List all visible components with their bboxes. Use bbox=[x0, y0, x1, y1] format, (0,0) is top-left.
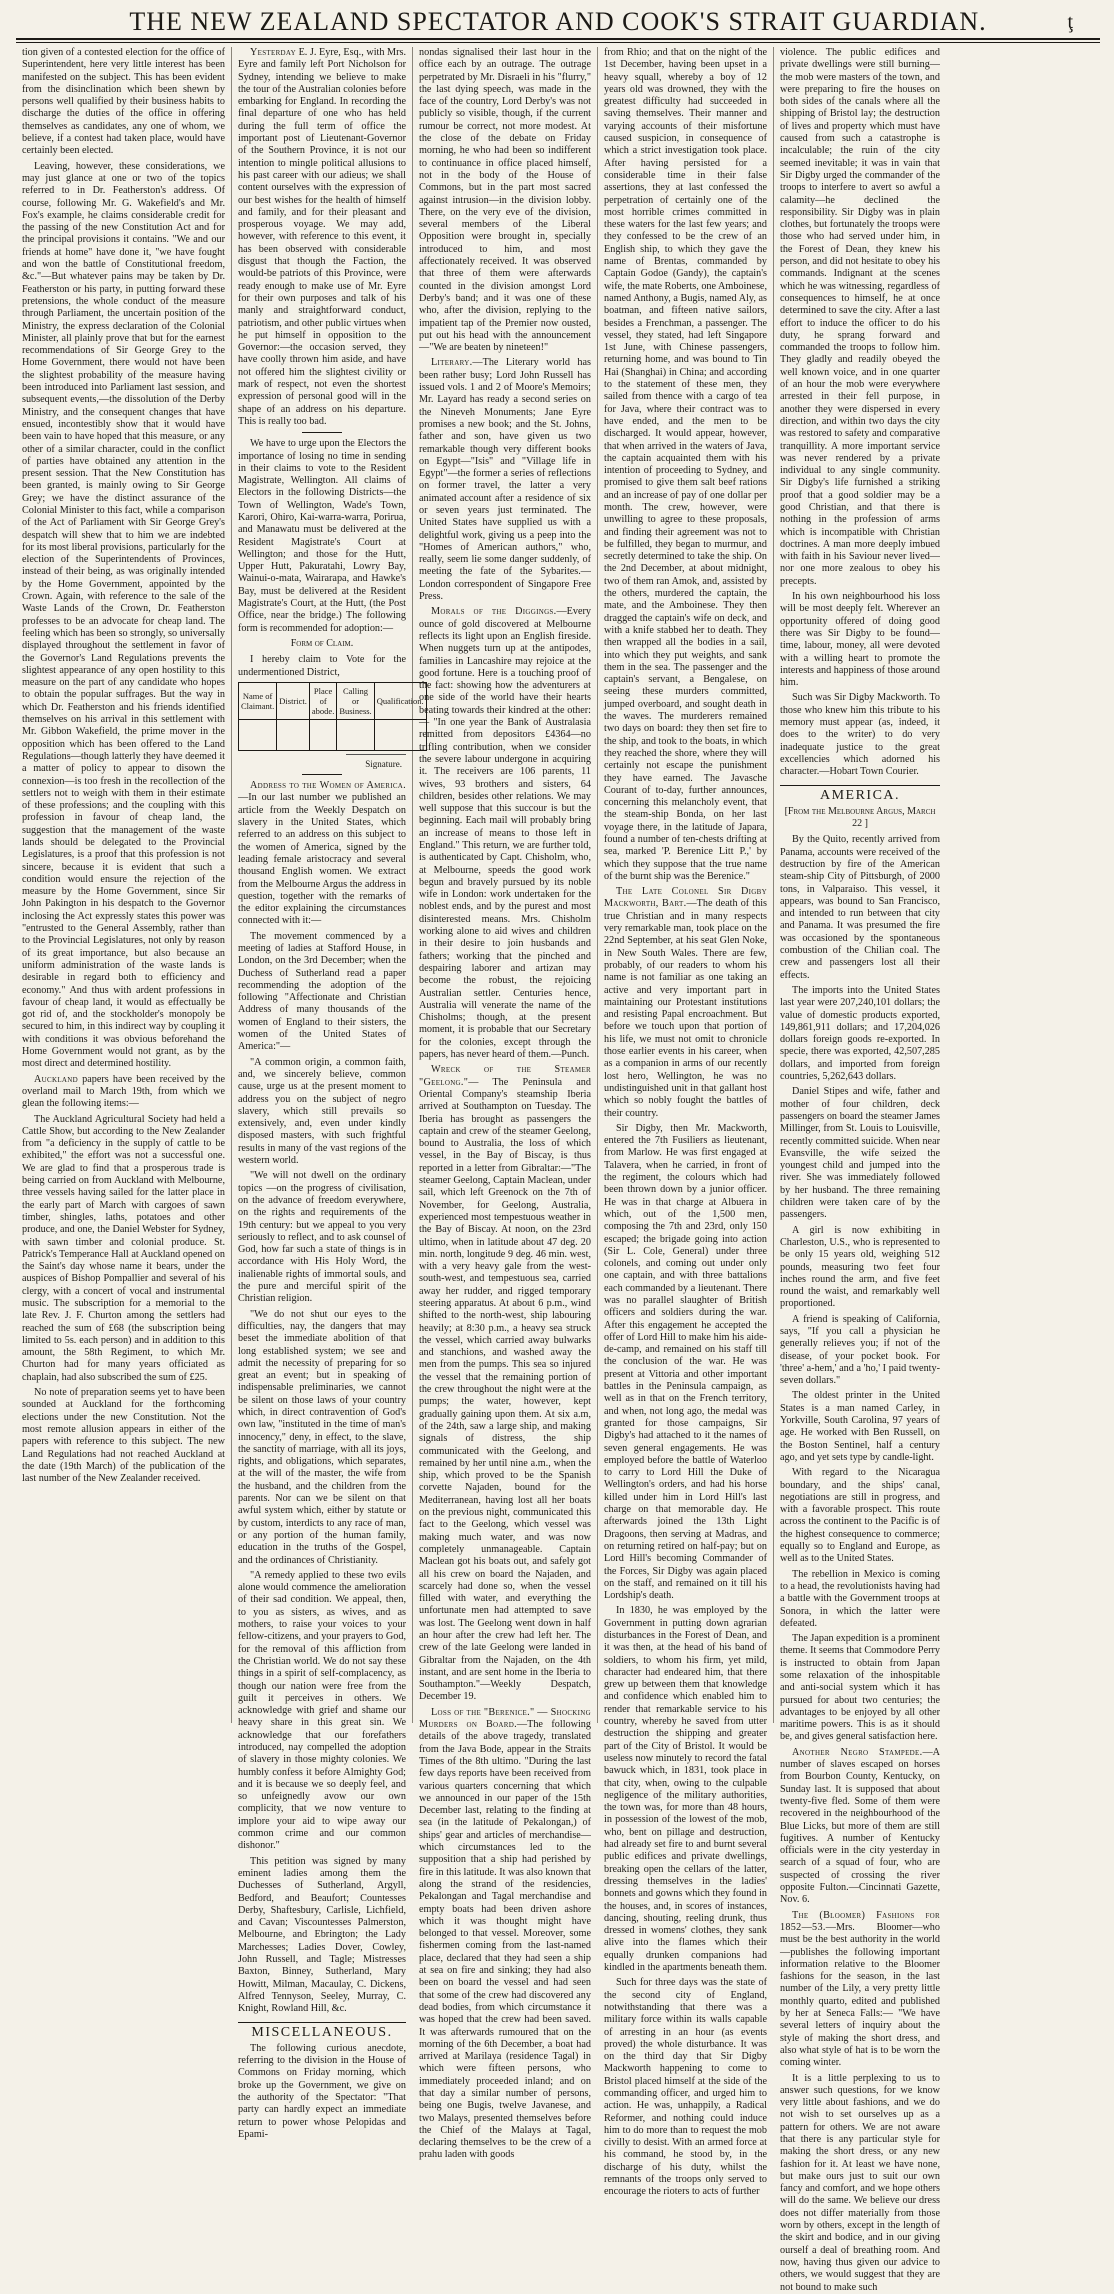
form-header: Calling or Business. bbox=[337, 682, 374, 719]
form-title: Form of Claim. bbox=[290, 637, 354, 649]
paragraph: nondas signalised their last hour in the office each by an outrage. The outrage perpetrated by Mr. Disraeli in his "flurry," the last dying speech, was made in the face of the country, Lord Derby's was not publicly so visible, though, if the current rumour be correct, not more modest. At the close of the debate on Friday morning, he who had been so indifferent to continuance in office placed himself, not in the body of the House of Commons, but in the part most sacred against intrusion—in the division lobby. There, on the very eve of the division, several members of the Liberal Opposition were brought in, specially introduced to him, and most affectionately received. It was observed that three of them were afterwards counted in the division amongst Lord Derby's band; and it was one of these who, after the division, replying to the impatient tap of the Premier now ousted, put out his head with the announcement—"We are beaten by nineteen!" bbox=[419, 47, 591, 354]
paragraph: The oldest printer in the United States is a man named Carley, in Yorkville, South Carolina, 97 years of age. He worked with Ben Russell, on the Boston Sentinel, half a century ago, and yet sets type by candle-light. bbox=[780, 1390, 940, 1463]
paragraph: Morals of the Diggings.—Every ounce of gold discovered at Melbourne reflects its light upon an English fireside. When nuggets turn up at the antipodes, families in Lancashire may rejoice at the good fortune. Here is a touching proof of the fact: showing how the adventurers at one side of the world have their hearts beating towards their kindred at the other:— "In one year the Bank of Australasia remitted from depositors £4364—no trifling contribution, when we consider the severe labour undergone in acquiring it. The receivers are 106 parents, 11 wives, 93 brothers and sisters, 64 children, besides other relations. We may well suppose that this succour is but the beginning. Each mail will probably bring an increase of means to those left in England." This return, we are further told, is authenticated by Capt. Chisholm, who, at Melbourne, speeds the good work begun and bravely pursued by its noble wife in London: work undertaken for the noblest ends, and by the purest and most disinterested means. Mrs. Chisholm working alone to aid wives and children in their desire to join husbands and fathers; working that the pinched and despairing laborer and artizan may become the robust, the rejoicing Australian settler. Centuries hence, Australia will venerate the name of the Chisholms; though, at the present moment, it is probable that our Secretary for the colonies, except through the papers, has never heard of them.—Punch. bbox=[419, 606, 591, 1061]
lead-in: Literary. bbox=[431, 357, 473, 369]
paragraph: tion given of a contested election for the office of Superintendent, here very little interest has been manifested on the subject. This has been evident from the disinclination which been shewn by persons well qualified by their business habits to discharge the duties of the office in offering themselves as candidates, any one of whom, we believe, if a contest had taken place, would have certainly been elected. bbox=[22, 47, 225, 157]
lead-in: The (Bloomer) Fashions for 1852—53. bbox=[780, 1909, 940, 1933]
paragraph: By the Quito, recently arrived from Panama, accounts were received of the destruction by fire of the American steam-ship City of Pittsburgh, of 2000 tons, in Valparaiso. This vessel, it appears, was bound to San Francisco, and intended to run between that city and Panama. It was presumed the fire was occasioned by the spontaneous combustion of the Chilian coal. The crew and passengers lost all their effects. bbox=[780, 834, 940, 981]
form-header: Qualification. bbox=[374, 682, 426, 719]
lead-in: Another Negro Stampede. bbox=[792, 1746, 923, 1758]
lead-in: Yesterday bbox=[250, 47, 296, 58]
lead-in: Address to the Women of America. bbox=[250, 780, 406, 792]
masthead-rule bbox=[16, 38, 1100, 43]
paragraph: A girl is now exhibiting in Charleston, U.S., who is represented to be only 15 years old, weighing 512 pounds, measuring two feet four inches round the arm, and five feet round the waist, and remarkably well proportioned. bbox=[780, 1224, 940, 1310]
paragraph: The following curious anecdote, referring to the division in the House of Commons on Friday morning, which broke up the Government, we give on the authority of the Spectator: "That party can hardly expect an immediate return to power whose Pelopidas and Epami- bbox=[238, 2042, 406, 2140]
paragraph: It is a little perplexing to us to answer such questions, for we know very little about fashions, and we do not wish to set ourselves up as a pattern for others. We are not aware that there is any particular style for making the short dress, or any new fashion for it. At least we have none, but make ours just to suit our own fancy and comfort, and we hope others will do the same. We believe our dress does not differ materially from those worn by others, except in the length of the skirt and bodice, and in our giving ourself a deal of breathing room. And now, having thus given our advice to others, we would suggest that they are not bound to make such bbox=[780, 2072, 940, 2293]
paragraph: "We do not shut our eyes to the difficulties, nay, the dangers that may beset the immediate abolition of that long established system; we see and admit the necessity of preparing for so great an event; but in speaking of indispensable preliminaries, we cannot be silent on those laws of your country which, in direct contravention of God's own law, "instituted in the time of man's innocency," deny, in effect, to the slave, the sanctity of marriage, with all its joys, rights, and obligations, which separates, at the will of the master, the wife from the husband, and the children from the parents. Nor can we be silent on that awful system which, either by statute or by custom, interdicts to any race of man, or any portion of the human family, education in the truths of the Gospel, and the ordinances of Christianity. bbox=[238, 1308, 406, 1566]
lead-in: Morals of the Diggings. bbox=[431, 606, 557, 618]
paragraph: In his own neighbourhood his loss will be most deeply felt. Wherever an opportunity offered of doing good there was Sir Digby to be found—time, labour, money, all were devoted with a willing heart to promote the interests and happiness of those around him. bbox=[780, 591, 940, 689]
section-source: [From the Melbourne Argus, March 22 ] bbox=[784, 805, 936, 830]
paragraph: Auckland papers have been received by the overland mail to March 19th, from which we glean the following items:— bbox=[22, 1073, 225, 1110]
paragraph: Leaving, however, these considerations, we may just glance at one or two of the topics referred to in Dr. Featherston's address. Of course, following Mr. G. Wakefield's and Mr. Fox's example, he claims considerable credit for the passing of the new Constitution Act and for the principal provisions it contains. "We and our friends at home" have done it, "we have fought and won the battle of Constitutional freedom, &c."—But whatever pains may be taken by Dr. Featherston or his party, in putting forward these pretensions, the whole conduct of the measure through Parliament, the uncertain position of the Ministry, the express declaration of the Colonial Minister, all plainly prove that but for the earnest recommendations of Sir George Grey to the Home Government, there would not have been the slightest probability of the measure having been introduced into Parliament last session, and subsequent events,—the dissolution of the Derby Ministry, and the consequent changes that have ensued, incontestibly show that it would have been vain to have hoped that this measure, or any other of a similar character, could in the conflict of parties have obtained any attention in the present session. That the New Constitution has been granted, is mainly owing to Sir George Grey; we have the distinct assurance of the Colonial Minister to this fact, while a comparison of the Act of Parliament with Sir George Grey's despatch will shew that to him we are indebted for its most liberal provisions, particularly for the election of the Superintendents of Provinces, instead of their being, as was originally intended by the Home Government, appointed by the Crown. Again, with reference to the sale of the Waste Lands of the Crown, Dr. Featherston professes to be an advocate for cheap land. The feeling which has been so strongly, so universally displayed throughout the settlement in favor of the Governor's Land Regulations prevents the slightest appearance of any open hostility to this measure on the part of any candidate who hopes to obtain the popular suffrages. But the way in which Dr. Featherston and his friends identified themselves on his arrival in this settlement with Mr. Gibbon Wakefield, the prime mover in the opposition which has been offered to the Land Regulations—though latterly they have deemed it a matter of policy to appear to disown the connexion—is too fresh in the recollection of the settlers not to weigh with them in their estimate of these professions; and the coupling with this profession in favour of cheap land, the suggestion that the management of the waste lands should be delegated to the Provincial Legislatures, is a proof that this profession is not sincere, because it is evident that such a condition would ensure the rejection of the measure by the Home Government, since Sir John Pakington in his despatch to the Governor inclosing the Act expressly states this power was "entrusted to the General Assembly, rather than to the Provincial Legislatures, not only by reason of its great importance, but also because an uniform administration of the waste lands is desirable in regard both to efficiency and economy." And thus with ardent professions in favour of cheap land, it would as effectually be got rid of, and the stockholder's monopoly be secured to him, in this indirect way by coupling it with conditions it was obvious beforehand the Home Government would not grant, as by the most direct and determined hostility. bbox=[22, 160, 225, 1070]
masthead bbox=[16, 6, 1100, 38]
signature-line bbox=[346, 754, 406, 755]
lead-in: Auckland bbox=[34, 1073, 78, 1085]
masthead-mark: ţ bbox=[1067, 11, 1074, 33]
divider bbox=[302, 774, 342, 775]
form-signature: Signature. bbox=[365, 758, 402, 769]
paragraph: Loss of the "Berenice." — Shocking Murders on Board.—The following details of the above tragedy, translated from the Java Bode, appear in the Straits Times of the 8th ultimo. "During the last few days reports have been received from various quarters concerning that which we announced in our paper of the 15th December last, relating to the finding at sea (in the latitude of Pekalongan,) of ships' gear and articles of merchandise—which circumstances led to the supposition that a ship had perished by fire in this latitude. It was also known that along the strand of the residencies, Pekalongan and Tagal merchandise and empty boats had been driven ashore which it was thought might have belonged to that vessel. Moreover, some fishermen coming from the last-named place, declared that they had seen a ship at sea on fire and sinking; they had also been on board the vessel and had seen that some of the crew had discovered any dead bodies, from which circumstance it was hoped that the crew had been saved. It was afterwards rumoured that on the morning of the 6th December, a boat had arrived at Marilaya (residence Tagal) in which were fifteen persons, who immediately proceeded inland; and on that day a similar number of persons, being one Bugis, twelve Javanese, and two Malays, presented themselves before the Chief of the Malays at Tagal, declaring themselves to be the crew of a prahu laden with goods bbox=[419, 1706, 591, 2161]
paragraph: Literary.—The Literary world has been rather busy; Lord John Russell has issued vols. 1 and 2 of Moore's Memoirs; Mr. Layard has ready a second series on the Nineveh Monuments; Jane Eyre promises a new book; and the St. Johns, father and son, have given us two remarkable though very different books on Egypt—"Isis" and "Village life in Egypt"—the former a series of reflections on former travel, the latter a very animated account after a residence of six or seven years just terminated. The United States have supplied us with a delightful work, giving us a peep into the "Homes of American authors," who, really, seem lie some danger suddenly, of meeting the fate of the Sybarites.—London correspondent of Singapore Free Press. bbox=[419, 357, 591, 603]
paragraph: The Late Colonel Sir Digby Mackworth, Bart.—The death of this true Christian and in many respects very remarkable man, took place on the 22nd September, at his seat Glen Noke, in New South Wales. There are few, probably, of our readers to whom his name is not familiar as one taking an active and very important part in maintaining our Protestant institutions and resisting Papal encroachment. But before we touch upon that portion of his life, we must not omit to chronicle those earlier events in his career, when as a companion in arms of our recently lost hero, Wellington, he was no undistinguished unit in that gallant host which so nobly fought the battles of their country. bbox=[604, 886, 767, 1119]
paragraph: The imports into the United States last year were 207,240,101 dollars; the value of domestic products exported, 149,861,911 dollars; and 17,204,026 dollars foreign goods re-exported. In specie, there was exported, 42,507,285 dollars, and imported from foreign countries, 5,262,643 dollars. bbox=[780, 984, 940, 1083]
claim-form-table bbox=[238, 682, 427, 751]
paragraph: The movement commenced by a meeting of ladies at Stafford House, in London, on the 3rd December; when the Duchess of Sutherland read a paper recommending the adoption of the following "Affectionate and Christian Address of many thousands of the women of England to their sisters, the women of the United States of America:"— bbox=[238, 930, 406, 1053]
paragraph: The rebellion in Mexico is coming to a head, the revolutionists having had a battle with the Government troops at Sonora, in which the latter were defeated. bbox=[780, 1568, 940, 1629]
form-header: Name of Claimant. bbox=[239, 682, 277, 719]
masthead-title: THE NEW ZEALAND SPECTATOR AND COOK'S STRAIT GUARDIAN. bbox=[129, 7, 987, 36]
lead-in: The Late Colonel Sir Digby Mackworth, Bart. bbox=[604, 886, 767, 910]
columns bbox=[16, 47, 1100, 2293]
paragraph: We have to urge upon the Electors the importance of losing no time in sending in their claims to vote to the Resident Magistrate, Wellington. All claims of Electors in the following Districts—the Town of Wellington, Wade's Town, Karori, Ohiro, Kai-warra-warra, Porirua, and Manawatu must be delivered at the Resident Magistrate's Court at Wellington; and those for the Hutt, Upper Hutt, Pakuratahi, Lowry Bay, Wainui-o-mata, Wairarapa, and Hawke's Bay, must be delivered at the Resident Magistrate's Court, at the Hutt, (the Post Office, near the bridge.) The following form is recommended for adoption:— bbox=[238, 438, 406, 634]
paragraph: The Auckland Agricultural Society had held a Cattle Show, but according to the New Zealander from "a deficiency in the supply of cattle to be exhibited," the effort was not a successful one. We are glad to find that a prosperous trade is being carried on from Auckland with Melbourne, three vessels having sailed for the latter place in the early part of March with cargoes of sawn timber, shingles, laths, potatoes and other produce, and one, the Daniel Webster for Sydney, with sawn timber and colonial produce. St. Patrick's Temperance Hall at Auckland opened on the Saint's day whose name it bears, under the auspices of Bishop Pompallier and several of his clergy, with a concert of vocal and instrumental music. The subscription for a memorial to the late Rev. J. F. Churton among the settlers had reached the sum of £68 (the subscription being limited to 5s. each person) and in addition to this amount, the 58th Regiment, to which Mr. Churton had for many years officiated as chaplain, had also subscribed the sum of £25. bbox=[22, 1113, 225, 1383]
lead-in: Loss of the "Berenice." — Shocking Murders on Board. bbox=[419, 1706, 591, 1731]
paragraph: Yesterday E. J. Eyre, Esq., with Mrs. Eyre and family left Port Nicholson for Sydney, intending we believe to make the tour of the Australian colonies before embarking for England. In recording the final departure of one who has held during the full term of office the important post of Lieutenant-Governor of the Southern Province, it is not our intention to mingle political allusions to his past career with our adieus; we shall content ourselves with the expression of our best wishes for the health of himself and family, and for their pleasant and prosperous voyage. We may add, however, with reference to this event, it has been observed with considerable disgust that though the Faction, the would-be patriots of this Province, were ready enough to make use of Mr. Eyre for their own purposes and talk of his manly and straightforward conduct, patriotism, and other public virtues when he put himself in opposition to the Governor:—the occasion served, they have coolly thrown him aside, and have not offered him the slightest civility or mark of respect, not even the shortest expression of personal good will in the shape of an address on his departure. This is really too bad. bbox=[238, 47, 406, 427]
form-header: District. bbox=[277, 682, 310, 719]
paragraph: A friend is speaking of California, says, "If you call a physician he generally relieves you; if not of the disease, of your pocket book. For 'three' a-hem,' and a 'ho,' I paid twenty-seven dollars." bbox=[780, 1313, 940, 1387]
lead-in: Wreck of the Steamer "Geelong." bbox=[419, 1064, 591, 1088]
paragraph: No note of preparation seems yet to have been sounded at Auckland for the forthcoming elections under the new Constitution. Not the most remote allusion appears in either of the papers with reference to this subject. The new Land Regulations had not reached Auckland at the date (19th March) of the publication of the last number of the New Zealander received. bbox=[22, 1387, 225, 1485]
paragraph: Such for three days was the state of the second city of England, notwithstanding that there was a military force within its walls capable of arresting in an hour (as events proved) the whole disturbance. It was on the third day that Sir Digby Mackworth happening to come to Bristol placed himself at the side of the commanding officer, and urged him to action. He was, unhappily, a Radical Reformer, and nothing could induce him to do more than to request the mob civilly to desist. With an armed force at his command, he stood by, in the discharge of his duty, whilst the remnants of the troops only served to encourage the rioters to acts of further bbox=[604, 1977, 767, 2198]
paragraph: from Rhio; and that on the night of the 1st December, having been upset in a heavy squall, whereby a boy of 12 years old was drowned, they with the greatest difficulty had succeeded in saving themselves. Their manner and varying accounts of their misfortune caused suspicion, in consequence of which a strict investigation took place. After having persisted for a considerable time in their false assertions, they at last confessed the perpetration of certainly one of the most horrible crimes committed in these waters for the last few years; and they confessed to be the crew of an English ship, to which they gave the name of Brentas, commanded by Captain Godoe (Gandy), the captain's wife, the mate Roberts, one Amboinese, named Anthony, a Bugis, named Aly, as boatman, and fifteen native sailors, besides a Frenchman, a passenger. The vessel, they stated, had left Singapore 1st June, with Chinese passengers, returning home, and was bound to Tin Hai (Shanghai) in China; and according to the statement of these men, they sailed from thence with a cargo of tea for Java, where their contract was to have ended, and the men to be discharged. It would appear, however, that when arrived in the waters of Java, the captain acquainted them with his intention of proceeding to Sydney, and promised to give them salt beef rations and an increase of pay of one dollar per month. The crew, however, were unwilling to agree to these proposals, and finding their agreement was not to be fulfilled, they began to murmur, and secretly determined to take the ship. On the 2nd December, at about midnight, two of them ran Amok, and, assisted by the others, murdered the captain, the mate, and the Amboinese. They then dragged the captain's wife on deck, and with a knife stabbed her to death. They then wrapped all the bodies in a sail, into which they put weights, and sank them in the sea. The passenger and the captain's servant, a Bengalese, on seeing these murders committed, jumped overboard, and sought death in the waves. The murderers remained two days on board: they then set fire to the ship, and took to the boats, in which they reached the shore, where they will certainly not escape the punishment they have earned. The Javasche Courant of to-day, further announces, concerning this melancholy event, that the steam-ship Bonda, on her last voyage there, in the latitude of Japara, found a number of ten-chests drifting at sea, marked 'P. Berenice Litt P.,' by which they suppose that the true name of the burnt ship was the Berenice." bbox=[604, 47, 767, 882]
paragraph: violence. The public edifices and private dwellings were still burning—the mob were masters of the town, and were preparing to fire the houses on both sides of the canals where all the shipping of Bristol lay; the destruction of lives and property which must have caused from such a catastrophe is incalculable; the ruin of the city seemed inevitable; it was in vain that Sir Digby urged the commander of the troops to interfere to avert so awful a calamity—he declined the responsibility. Sir Digby was in plain clothes, but fortunately the troops were those who had served under him, in the Forest of Dean, they knew his person, and did not hesitate to obey his commands. Indignant at the scenes which he was witnessing, regardless of consequences to himself, he at once determined to save the city. After a last effort to induce the officer to do his duty, he sprang forward and commanded the troops to follow him. They gladly and readily obeyed the well known voice, and in one quarter of an hour the mob were everywhere arrested in their fell purpose, in another they were dispersed in every direction, and within two days the city was restored to safety and comparative tranquillity. A more important service was never rendered by a private individual to any single community. Sir Digby's life furnished a striking proof that a good soldier may be a good Christian, and that there is nothing in the profession of arms which is incompatible with Christian doctrines. A man more deeply imbued with faith in his Saviour never lived—nor one more zealous to obey his precepts. bbox=[780, 47, 940, 587]
section-heading-miscellaneous: MISCELLANEOUS. bbox=[238, 2022, 406, 2039]
column-1 bbox=[16, 47, 232, 1723]
paragraph: The Japan expedition is a prominent theme. It seems that Commodore Perry is instructed to obtain from Japan some relaxation of the inhospitable and anti-social system which it has pursued for about two centuries; the advantages to be enjoyed by all other maritime powers. This is as it should be, and gives general satisfaction here. bbox=[780, 1633, 940, 1743]
paragraph: "A common origin, a common faith, and, we sincerely believe, common cause, urge us at the present moment to address you on the subject of negro slavery, which still prevails so extensively, and, even under kindly disposed masters, with such frightful results in many of the vast regions of the western world. bbox=[238, 1056, 406, 1167]
paragraph: "We will not dwell on the ordinary topics —on the progress of civilisation, on the advance of freedom everywhere, on the rights and requirements of the 19th century: but we appeal to you very seriously to reflect, and to ask counsel of God, how far such a state of things is in accordance with His Holy Word, the inalienable rights of immortal souls, and the pure and merciful spirit of the Christian religion. bbox=[238, 1170, 406, 1305]
paragraph: Wreck of the Steamer "Geelong."— The Peninsula and Oriental Company's steamship Iberia arrived at Southampton on Tuesday. The Iberia has brought as passengers the captain and crew of the steamer Geelong, bound to Australia, the loss of which vessel, in the Bay of Biscay, is thus reported in a letter from Gibraltar:—"The steamer Geelong, Captain Maclean, under sail, which left Greenock on the 7th of November, for Geelong, Australia, experienced most tempestuous weather in the Bay of Biscay. At noon, on the 23rd ultimo, when in latitude about 47 deg. 20 min. north, longitude 9 deg. 46 min. west, with a very heavy gale from the west-south-west, and tempestuous sea, carried away her rudder, and rigged temporary steering apparatus. At about 6 p.m., wind shifted to the north-west, ship labouring heavily; at 8:30 p.m., a heavy sea struck the vessel, which carried away bulwarks and stanchions, and washed away the men from the pumps. This sea so injured the vessel that the remaining portion of the crew throughout the night were at the pumps; the water, however, kept gradually gaining upon them. At six a.m, of the 24th, saw a large ship, and making signals of distress, the ship communicated with the Geelong, and remained by her until nine a.m., when the ship, which proved to be the Spanish corvette Najaden, bound for the Mediterranean, having lost all her boats on the previous night, communicated this fact to the Geelong, which vessel was making much water, and was now completely unmanageable. Captain Maclean got his boats out, and safely got all his crew on board the Najaden, and scarcely had done so, when the vessel filled with water, and everything the unfortunate men had attempted to save was lost. The Geelong went down in half an hour after the crew had left her. The crew of the late Geelong were landed in Gibraltar from the Najaden, on the 4th instant, and are sent home in the Iberia to Southampton."—Weekly Despatch, December 19. bbox=[419, 1064, 591, 1703]
column-2 bbox=[232, 47, 424, 2140]
paragraph: Another Negro Stampede.—A number of slaves escaped on horses from Bourbon County, Kentucky, on Sunday last. It is supposed that about twenty-five fled. Some of them were recovered in the neighbourhood of the Blue Licks, but more of them are still fugitives. A number of Kentucky officials were in the city yesterday in search of a squad of four, who are suspected of crossing the river opposite Fulton.—Cincinnati Gazette, Nov. 6. bbox=[780, 1746, 940, 1906]
paragraph: Daniel Stipes and wife, father and mother of four children, deck passengers on board the steamer James Millinger, from St. Louis to Louisville, recently committed suicide. When near Evansville, the wife seized the youngest child and jumped into the river. She was immediately followed by her husband. The three remaining children were taken care of by the passengers. bbox=[780, 1086, 940, 1221]
column-5 bbox=[774, 47, 946, 2293]
paragraph: This petition was signed by many eminent ladies among them the Duchesses of Sutherland, Argyll, Bedford, and Beaufort; Countesses Derby, Shaftesbury, Carlisle, Lichfield, and Cavan; Viscountesses Palmerston, Melbourne, and Ebrington; the Lady Marchesses; Ladies Dover, Cowley, John Russell, and Tagle; Mistresses Baxton, Binney, Sutherland, Mary Howitt, Milman, Macaulay, C. Dickens, Alfred Tennyson, Seeley, Murray, C. Knight, Rowland Hill, &c. bbox=[238, 1855, 406, 2015]
column-3 bbox=[413, 47, 598, 2161]
section-heading-america: AMERICA. bbox=[780, 785, 940, 802]
form-text: I hereby claim to Vote for the undermentioned District, bbox=[238, 654, 406, 678]
paragraph: In 1830, he was employed by the Government in putting down agrarian disturbances in the Forest of Dean, and it was then, at the head of his band of soldiers, to whom his firm, yet mild, character had endeared him, that there grew up between them that knowledge and confidence which enabled him to render that remarkable service to his country, whereby he saved from utter destruction the shipping and greater part of the City of Bristol. It would be useless now minutely to record the fatal bawuck which, in 1831, took place in that city, when, owing to the culpable negligence of the military authorities, the town was, for more than 48 hours, in possession of the lowest of the mob, who, bent on pillage and destruction, had already set fire to and burnt several public edifices and private dwellings, breaking open the cellars of the latter, dressing themselves in the ladies' bonnets and gowns which they found in the houses, and, in scores of instances, dancing, shouting, reeling drunk, thus dressed in womens' clothes, they sank alive into the flames which their equally drunken companions had kindled in the apartments beneath them. bbox=[604, 1605, 767, 1974]
paragraph: Address to the Women of America.—In our last number we published an article from the Weekly Despatch on slavery in the United States, which referred to an address on this subject to the women of America, signed by the leading female aristocracy and several thousand English women. We extract from the Melbourne Argus the address in question, together with the remarks of the editor explaining the circumstances connected with it:— bbox=[238, 780, 406, 927]
divider bbox=[302, 432, 342, 433]
paragraph: Sir Digby, then Mr. Mackworth, entered the 7th Fusiliers as lieutenant, from Marlow. He was first engaged at Talavera, when he carried, in front of the regiment, the colours which had been thrown down by a junior officer. He was in that charge at Albuera in which, out of the 1,500 men, composing the 7th and 23rd, only 150 escaped; the brigade going into action (Sir L. Cole, General) under three colonels, and coming out under only one captain, and with three battalions each commanded by a lieutenant. There was no parallel slaughter of British officers and soldiers during the war. After this engagement he accepted the offer of Lord Hill to make him his aide-de-camp, and remained on his staff till the conclusion of the war. He was present at Vittoria and other important battles in the Peninsula campaign, as well as in that on the French territory, and when, not long ago, the medal was granted for those campaigns, Sir Digby's had attached to it the names of seven general engagements. He was employed before the battle of Waterloo to carry to Lord Hill the Duke of Wellington's orders, and had his horse killed under him in Lord Hill's last charge on that memorable day. He afterwards joined the 13th Light Dragoons, then serving at Madras, and on returning retired on half-pay; but on Lord Hill's becoming Commander of the Forces, Sir Digby was again placed on the staff, and remained on it till his Lordship's death. bbox=[604, 1122, 767, 1602]
column-4 bbox=[598, 47, 774, 2198]
form-header: Place of abode. bbox=[309, 682, 336, 719]
paragraph: The (Bloomer) Fashions for 1852—53.—Mrs. Bloomer—who must be the best authority in the world—publishes the following important information relative to the Bloomer fashions for the season, in the last number of the Lily, a very pretty little monthly quarto, edited and published by her at Seneca Falls:— "We have several letters of inquiry about the style of making the short dress, and also what style of hat is to be worn the coming winter. bbox=[780, 1909, 940, 2069]
paragraph: Such was Sir Digby Mackworth. To those who knew him this tribute to his memory must appear (as, indeed, it does to the writer) to do very inadequate justice to the great excellencies which adorned his character.—Hobart Town Courier. bbox=[780, 692, 940, 778]
paragraph: "A remedy applied to these two evils alone would commence the amelioration of their sad condition. We appeal, then, to you as sisters, as wives, and as mothers, to raise your voices to your fellow-citizens, and your prayers to God, for the removal of this affliction from the Christian world. We do not say these things in a spirit of self-complacency, as though our nation were free from the guilt it perceives in others. We acknowledge with grief and shame our heavy share in this great sin. We acknowledge that our forefathers introduced, nay compelled the adoption of slavery in those mighty colonies. We humbly confess it before Almighty God; and it is because we so deeply feel, and so unfeignedly avow our own complicity, that we now venture to implore your aid to wipe away our common crime and our common dishonor." bbox=[238, 1569, 406, 1852]
paragraph: With regard to the Nicaragua boundary, and the ships' canal, negotiations are still in progress, and with a favorable prospect. This route across the continent to the Pacific is of the highest consequence to commerce; equally so to England and Europe, as well as to the United States. bbox=[780, 1467, 940, 1565]
